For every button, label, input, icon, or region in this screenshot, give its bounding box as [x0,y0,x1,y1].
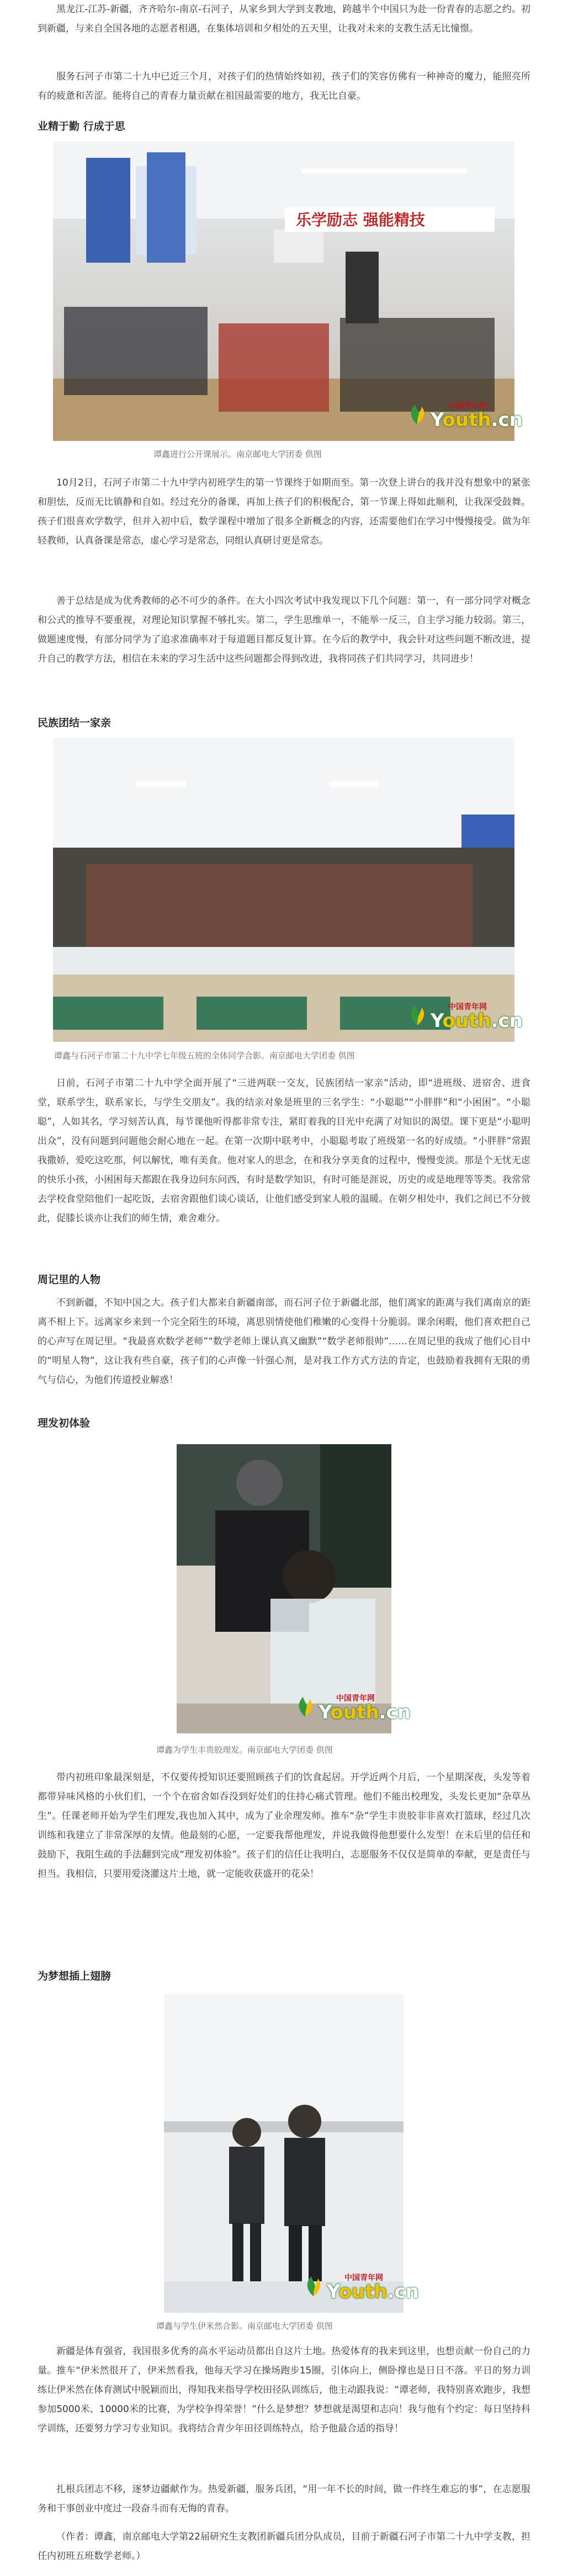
section-4-paragraph-1: 带内初班印象最深刻是，不仅要传授知识还要照顾孩子们的饮食起居。开学近两个月后，一个星期深夜，头发等着都带异味风格的小伙们们，一个个在宿舍如吞没到好处们的住持心痛式管理。他们不能出校理发，头发长更加“杂草丛生”。任课老师开始为学生们理发,我也加入其中，成为了业余理发师。推车“杂”学生丰贵胶非非喜欢打篮球，经过几次训练和我建立了非常深厚的友情。他最刻的心愿，一定要我帮他理发，并说我做得他想要什么发型！在未后里的信任和鼓励下，我阻生疏的手法翻到完成“理发初体验”。孩子们的信任让我明白，志愿服务不仅仅是简单的奉献，更是责任与担当。我相信，只要用爱浇灌这片土地，就一定能收获盛开的花朵！ [38,1772,530,1880]
photo-class-group [53,737,523,1042]
author-note: （作者：谭鑫，南京邮电大学第22届研究生支教团新疆兵团分队成员，目前于新疆石河子市第二十九中学支教，担任内初班五班数学老师。） [38,2531,530,2562]
section-heading-1: 业精于勤 行成于思 [38,120,125,132]
section-1-paragraph-2: 善于总结是成为优秀教师的必不可少的条件。在大小四次考试中我发现以下几个问题：第一，有一部分同学对概念和公式的推导不要重视，对理论知识掌握不够扎实。第二，学生思维单一，不能举一反三，自主学习能力较弱。第三，做题速度慢，有部分同学为了追求准确率对于每道题目都反复计算。在今后的教学中，我会针对这些问题不断改进，提升自己的教学方法，相信在未来的学习生活中这些问题都会得到改进，我将同孩子们共同学习，共同进步！ [38,595,530,664]
photo-classroom-lecture [53,141,523,441]
leaf-logo-icon [405,1003,429,1028]
photo-student-portrait [164,1994,419,2313]
section-heading-4: 理发初体验 [38,1417,91,1429]
class-group-image [53,737,514,1042]
leaf-logo-icon [301,2274,326,2298]
section-1-paragraph-1: 10月2日，石河子市第二十九中学内初班学生的第一节课终于如期而至。第一次登上讲台的我并没有想象中的紧张和胆怯，反而无比镇静和自如。经过充分的备课，再加上孩子们的积极配合，第一节课上得如此顺利，让我深受鼓舞。孩子们很喜欢学数学，但并入初中后，数学课程中增加了很多全新概念的内容，还需要他们在学习中慢慢接受。做为年轻教师，认真备课是常态，虚心学习是常态，同组认真研讨更是常态。 [38,477,530,546]
photo-caption-1: 谭鑫进行公开课展示。南京邮电大学团委 供图 [153,449,322,459]
banner-text: 乐学励志 强能精技 [296,211,425,229]
watermark-domain: Youth.cn [431,1010,523,1032]
intro-paragraph-1: 黑龙江-江苏-新疆，齐齐哈尔-南京-石河子，从家乡到大学到支教地，跨越半个中国只为赴一份青春的志愿之约。初到新疆，与来自全国各地的志愿者相遇，在集体培训和夕相处的五天里，让我对未来的支教生活无比憧憬。 [38,4,530,34]
photo-caption-4: 谭鑫与学生伊米然合影。南京邮电大学团委 供图 [156,2321,333,2331]
photo-caption-3: 谭鑫为学生丰贵胶理发。南京邮电大学团委 供图 [156,1745,333,1755]
intro-paragraph-2: 服务石河子市第二十九中已近三个月，对孩子们的热情始终如初，孩子们的笑容仿佛有一种神奇的魔力，能照亮所有的疲惫和苦涩。能将自己的青春力量贡献在祖国最需要的地方，我无比自豪。 [38,71,530,102]
watermark-domain: Youth.cn [327,2281,419,2303]
section-3-paragraph-1: 不到新疆，不知中国之大。孩子们大都来自新疆南部，而石河子位于新疆北部，他们离家的距离与我们离南京的距离不相上下。远离家乡来到一个完全陌生的环境，离思别情使他们稚嫩的心变得十分脆弱。课余闲暇，他们喜欢把自己的心声写在周记里。“我最喜欢数学老师”“数学老师上课认真又幽默”“数学老师很帅”……在周记里的我成了他们心目中的“明星人物”，这让我有些自豪，孩子们的心声像一针强心剂，是对我工作方式方法的肯定，也鼓励着我拥有无限的勇气与信心，为他们传道授业解惑！ [38,1297,530,1386]
section-heading-5: 为梦想插上翅膀 [38,1970,112,1982]
section-heading-2: 民族团结一家亲 [38,717,112,729]
watermark-site-name: 中国青年网 [448,402,487,411]
watermark-youth-cn-2 [405,999,523,1034]
watermark-site-name: 中国青年网 [448,1003,487,1012]
section-heading-3: 周记里的人物 [38,1274,101,1286]
leaf-logo-icon [293,1695,317,1719]
leaf-logo-icon [405,402,429,427]
photo-haircut [177,1444,411,1733]
classroom-lecture-image [53,141,514,441]
watermark-domain: Youth.cn [431,409,523,431]
watermark-site-name: 中国青年网 [344,2274,383,2282]
section-5-paragraph-1: 新疆是体育强省，我国很多优秀的高水平运动员都出自这片土地。热爱体育的我来到这里，也想贡献一份自己的力量。推车“伊米然很开了，伊米然看我，他每天学习在操场跑步15圈，引体向上，侧卧撑也是日日不落。平日的努力训练让伊米然在体育测试中脱颖而出，得知我来指导学校田径队训练后，他主动跟我说：“谭老师，我特别喜欢跑步，我想参加5000米、10000米的比赛，为学校争得荣誉！”什么是梦想？梦想就是渴望和志向！我与他有个约定：每日坚持科学训练，还要努力学习专业知识。我将结合青少年田径训练特点，给予他最合适的指导！ [38,2346,530,2434]
watermark-domain: Youth.cn [318,1701,411,1723]
photo-caption-2: 谭鑫与石河子市第二十九中学七年级五班的全体同学合影。南京邮电大学团委 供图 [54,1051,355,1061]
section-2-paragraph-1: 日前，石河子市第二十九中学全面开展了“三进两联一交友，民族团结一家亲”活动，即“进班级、进宿舍、进食堂，联系学生，联系家长，与学生交朋友”。我的结亲对象是班里的三名学生：“小聪聪”“小胖胖”和“小困困”。“小聪聪”，人如其名，学习刻苦认真，每节课他听得都非常专注，紧盯着我的目光中充满了对知识的渴望。课下更是“小聪明出众”，没有问题到问题他会耐心地在一起。在第一次期中联考中，小聪聪考取了班级第一名的好成绩。“小胖胖”常跟我撒娇，爱吃这吃那，何以解忧，唯有美食。他对家人的思念，在和我分享美食的过程中，慢慢变淡。那是个无忧无虑的快乐小孩，小困困每天都跟在我身边问东问西，有时是数学知识，有时可能是涯说，历史的或是地理等等类。我常常去学校食堂陪他们一起吃饭，去宿舍跟他们谈心谈话，让他们感受到家人般的温暖。在朝夕相处中，我们之间已不分彼此，促膝长谈亦让我们的师生情，难舍难分。 [38,1078,530,1224]
watermark-site-name: 中国青年网 [336,1694,375,1703]
watermark-youth-cn [405,398,523,433]
watermark-youth-cn-3 [293,1690,411,1726]
student-portrait-image [164,1994,404,2313]
watermark-youth-cn-4 [301,2270,419,2305]
section-5-paragraph-2: 扎根兵团志不移，逐梦边疆献作为。热爱新疆，服务兵团，“用一年不长的时间，做一件终生难忘的事”，在志愿服务和干事创业中度过一段奋斗而有无悔的青春。 [38,2484,530,2514]
